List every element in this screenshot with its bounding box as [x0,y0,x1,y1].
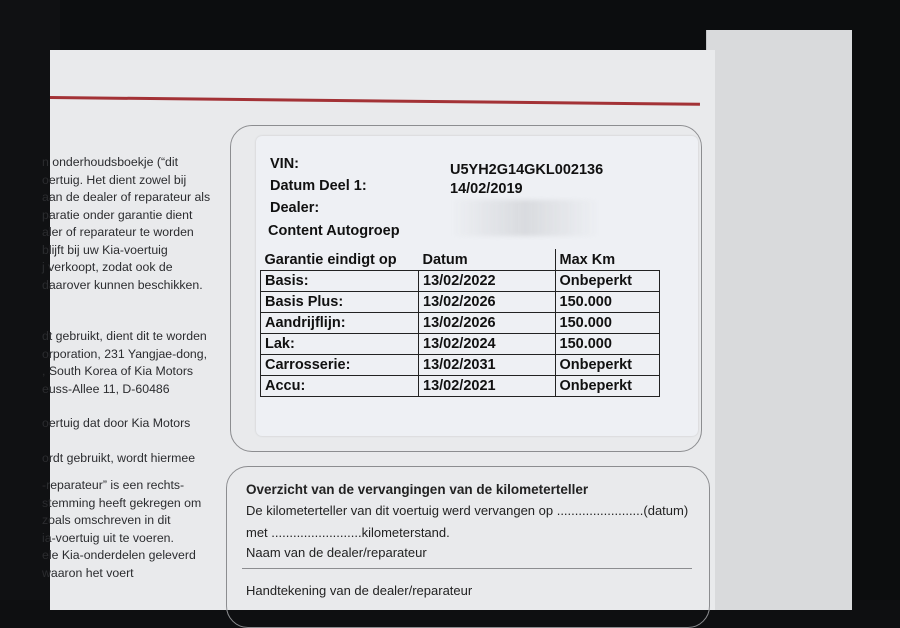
text-line: euss-Allee 11, D-60486 [42,381,170,396]
row-date: 13/02/2026 [419,292,556,313]
text-line: waaron het voert [42,565,134,580]
text-line: -reparateur” is een rechts- [42,478,185,492]
text-line: stemming heeft gekregen om [42,495,202,510]
header-datum: Datum [422,251,468,268]
text-line: ele Kia-onderdelen geleverd [42,548,196,562]
vin-value: U5YH2G14GKL002136 [450,162,604,178]
row-item: Aandrijflijn: [261,313,419,334]
warranty-table [260,249,660,397]
row-date: 13/02/2022 [419,271,556,292]
row-km: Onbeperkt [555,271,660,292]
table-row [261,271,660,292]
odometer-line-date: De kilometerteller van dit voertuig werd vervangen op ........................(datum) [246,503,689,518]
obscured-dealer-name [450,200,600,236]
text-line: j verkoopt, zodat ook de [42,260,173,274]
odometer-line-signature: Handtekening van de dealer/reparateur [246,583,473,598]
row-item: Accu: [261,376,419,397]
text-line: orporation, 231 Yangjae-dong, [42,346,207,361]
text-line: n onderhoudsboekje (“dit [42,155,179,169]
table-row [261,292,660,313]
datum-value: 14/02/2019 [450,181,523,197]
header-max-km: Max Km [555,249,660,271]
text-line: blijft bij uw Kia-voertuig [42,242,168,257]
table-row [261,334,660,355]
dealer-name-line [242,568,692,569]
dealer-name: Content Autogroep [268,223,400,239]
text-line: daarover kunnen beschikken. [42,277,203,292]
left-column-text [42,154,242,582]
row-km: 150.000 [555,292,660,313]
text-line: , South Korea of Kia Motors [42,364,194,378]
row-date: 13/02/2021 [419,376,556,397]
datum-label: Datum Deel 1: [270,178,367,194]
text-line: ia-voertuig uit te voeren. [42,530,174,545]
table-row [261,376,660,397]
text-line: aan de dealer of reparateur als [42,190,211,204]
row-date: 13/02/2031 [419,355,556,376]
table-row [261,313,660,334]
row-item: Basis Plus: [261,292,419,313]
text-line: zoals omschreven in dit [42,513,171,527]
odometer-line-km: met .........................kilometerstand. [246,525,450,540]
dealer-label: Dealer: [270,200,320,216]
row-item: Basis: [261,271,419,292]
booklet-right-page [706,30,852,610]
row-item: Carrosserie: [261,355,419,376]
row-km: 150.000 [555,334,660,355]
row-item: Lak: [261,334,419,355]
odometer-line-dealer: Naam van de dealer/reparateur [246,545,427,560]
row-date: 13/02/2026 [419,313,556,334]
text-line: dt gebruikt, dient dit te worden [42,329,207,343]
text-line: aler of reparateur te worden [42,225,194,239]
odometer-title: Overzicht van de vervangingen van de kilometerteller [246,482,589,497]
text-line: oertuig dat door Kia Motors [42,416,191,430]
row-km: 150.000 [555,313,660,334]
text-line: paratie onder garantie dient [42,207,193,222]
text-line: oertuig. Het dient zowel bij [42,172,187,187]
header-garantie: Garantie eindigt op [264,251,397,268]
text-line: ordt gebruikt, wordt hiermee [42,450,196,465]
row-km: Onbeperkt [555,355,660,376]
row-date: 13/02/2024 [419,334,556,355]
row-km: Onbeperkt [555,376,660,397]
vin-label: VIN: [270,156,299,172]
table-row [261,355,660,376]
